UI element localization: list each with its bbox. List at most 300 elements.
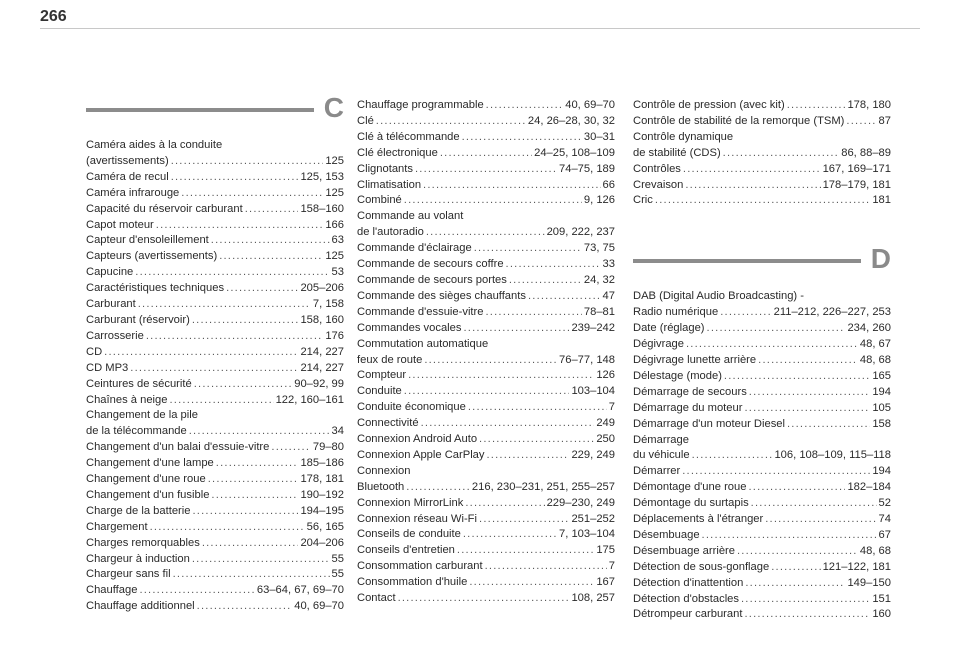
index-entry-line — [86, 313, 344, 329]
index-entry — [86, 202, 344, 218]
index-entry-pages: 103–104 — [571, 385, 615, 398]
index-entry-term: Combiné — [357, 194, 402, 207]
index-list-c-end — [633, 98, 891, 209]
index-entry-term: feux de route — [357, 353, 423, 366]
index-entry-line — [357, 353, 615, 369]
index-entry-term: CD — [86, 345, 103, 358]
dot-leader — [486, 305, 582, 321]
index-entry — [357, 321, 615, 337]
dot-leader — [469, 575, 594, 591]
index-entry-term: Carrosserie — [86, 329, 144, 342]
index-column-2 — [357, 98, 615, 607]
index-entry-pages: 151 — [872, 592, 891, 605]
top-rule — [40, 28, 920, 29]
index-entry-term: Démarrage du moteur — [633, 401, 743, 414]
index-entry — [86, 440, 344, 456]
dot-leader — [724, 369, 870, 385]
index-entry-term: Changement d'une lampe — [86, 457, 214, 470]
index-entry-line — [633, 98, 891, 114]
index-entry — [357, 98, 615, 114]
dot-leader — [219, 249, 323, 265]
dot-leader — [509, 273, 582, 289]
dot-leader — [655, 193, 870, 209]
index-entry — [357, 146, 615, 162]
index-entry-term: du véhicule — [633, 449, 690, 462]
index-entry-term: Chargement — [86, 520, 148, 533]
index-entry — [633, 337, 891, 353]
index-entry-pages: 125 — [325, 186, 344, 199]
index-entry-pages: 251–252 — [571, 512, 615, 525]
dot-leader — [197, 599, 293, 615]
index-entry-pages: 63–64, 67, 69–70 — [256, 584, 344, 597]
index-entry — [357, 289, 615, 305]
index-entry-term: Commande d'essuie-vitre — [357, 305, 484, 318]
dot-leader — [181, 186, 323, 202]
index-entry — [633, 417, 891, 433]
index-entry-term: Détrompeur carburant — [633, 608, 743, 621]
index-entry-line — [86, 233, 344, 249]
index-entry — [633, 353, 891, 369]
index-entry-line — [357, 480, 615, 496]
index-entry-line — [357, 527, 615, 543]
index-entry-pages: 239–242 — [571, 321, 615, 334]
dot-leader — [440, 146, 532, 162]
dot-leader — [720, 305, 771, 321]
index-entry-line — [86, 154, 344, 170]
index-entry-pages: 40, 69–70 — [565, 99, 615, 111]
index-entry-line — [357, 305, 615, 321]
index-entry-pages: 105 — [872, 401, 891, 414]
index-entry-pages: 158–160 — [300, 202, 344, 215]
index-entry-line — [86, 281, 344, 297]
section-header-d — [633, 243, 891, 281]
index-entry-pages: 205–206 — [300, 282, 344, 295]
index-entry-term: Détection d'inattention — [633, 576, 744, 589]
dot-leader — [139, 583, 254, 599]
index-entry-pages: 7 — [608, 560, 615, 573]
index-entry-line — [86, 218, 344, 234]
index-entry-term: de stabilité (CDS) — [633, 146, 721, 159]
index-entry — [357, 257, 615, 273]
index-entry — [357, 384, 615, 400]
index-entry-pages: 167 — [596, 576, 615, 589]
index-entry — [86, 345, 344, 361]
index-entry — [86, 599, 344, 615]
index-entry-term: Radio numérique — [633, 306, 719, 319]
index-entry-term: Commande d'éclairage — [357, 242, 472, 255]
index-entry-line — [357, 384, 615, 400]
index-entry-pages: 55 — [331, 568, 344, 581]
index-entry-line — [633, 464, 891, 480]
dot-leader — [846, 114, 876, 130]
index-entry-line — [633, 193, 891, 209]
index-entry-term: Conseils d'entretien — [357, 544, 455, 557]
index-entry-pages: 166 — [325, 218, 344, 231]
index-entry-pages: 24–25, 108–109 — [534, 146, 615, 159]
index-entry-pages: 160 — [872, 608, 891, 621]
index-entry — [633, 114, 891, 130]
index-entry-line — [86, 345, 344, 361]
dot-leader — [683, 162, 821, 178]
index-entry-term: Clé — [357, 114, 374, 127]
index-entry-line — [357, 321, 615, 337]
index-entry-line — [357, 416, 615, 432]
index-entry-line — [357, 241, 615, 257]
index-entry-term: Carburant (réservoir) — [86, 313, 190, 326]
index-entry-line — [357, 448, 615, 464]
dot-leader — [748, 480, 845, 496]
index-entry-term: Changement d'une roue — [86, 473, 206, 486]
index-entry — [633, 401, 891, 417]
index-entry-line — [86, 456, 344, 472]
index-entry — [86, 186, 344, 202]
index-entry-pages: 178–179, 181 — [822, 178, 891, 191]
index-entry-pages: 249 — [596, 417, 615, 430]
index-entry-line — [86, 297, 344, 313]
index-entry — [357, 273, 615, 289]
index-entry-pages: 194–195 — [300, 504, 344, 517]
dot-leader — [692, 448, 773, 464]
index-entry — [86, 329, 344, 345]
index-entry — [357, 512, 615, 528]
index-entry-pages: 167, 169–171 — [822, 162, 891, 175]
index-entry-line — [633, 369, 891, 385]
index-entry-term: Changement d'un balai d'essuie-vitre — [86, 441, 270, 454]
index-entry — [86, 249, 344, 265]
index-entry-heading: Connexion — [357, 464, 411, 477]
index-entry — [633, 512, 891, 528]
index-entry — [86, 488, 344, 504]
index-entry-term: Caractéristiques techniques — [86, 282, 225, 295]
dot-leader — [741, 592, 870, 608]
index-entry-pages: 122, 160–161 — [275, 393, 344, 406]
index-entry-term: Commande de secours portes — [357, 273, 507, 286]
index-entry — [357, 464, 615, 496]
dot-leader — [474, 241, 582, 257]
index-entry-line — [633, 114, 891, 130]
index-entry-pages: 125, 153 — [300, 170, 344, 183]
index-entry-term: Dégivrage — [633, 338, 684, 351]
index-entry-heading: DAB (Digital Audio Broadcasting) - — [633, 290, 804, 303]
index-entry-pages: 158 — [872, 417, 891, 430]
dot-leader — [169, 393, 273, 409]
index-entry-pages: 165 — [872, 369, 891, 382]
index-entry-pages: 209, 222, 237 — [546, 226, 615, 239]
index-entry-term: Capteur d'ensoleillement — [86, 234, 209, 247]
index-entry-pages: 108, 257 — [571, 592, 615, 605]
index-entry-pages: 48, 68 — [859, 353, 891, 366]
dot-leader — [479, 432, 594, 448]
index-entry-pages: 24, 32 — [583, 273, 615, 286]
index-entry — [357, 193, 615, 209]
index-entry-line — [86, 440, 344, 456]
index-entry-pages: 125 — [325, 250, 344, 263]
index-entry-line — [633, 544, 891, 560]
index-entry-term: Délestage (mode) — [633, 369, 722, 382]
index-entry-line — [86, 567, 344, 583]
index-entry — [633, 464, 891, 480]
index-entry-pages: 121–122, 181 — [822, 560, 891, 573]
index-entry-pages: 90–92, 99 — [294, 377, 344, 390]
dot-leader — [216, 456, 299, 472]
index-entry-term: Ceintures de sécurité — [86, 377, 192, 390]
dot-leader — [745, 576, 845, 592]
index-entry — [357, 543, 615, 559]
index-entry-pages: 9, 126 — [583, 194, 615, 207]
index-entry-line — [86, 520, 344, 536]
dot-leader — [744, 607, 870, 623]
index-entry-line — [357, 289, 615, 305]
index-entry-pages: 74 — [878, 513, 891, 526]
index-entry-term: Clignotants — [357, 162, 413, 175]
index-entry — [357, 337, 615, 369]
index-entry-pages: 67 — [878, 528, 891, 541]
index-entry-term: Charges remorquables — [86, 536, 200, 549]
index-entry-line — [86, 424, 344, 440]
index-entry-line — [633, 401, 891, 417]
index-entry-term: Charge de la batterie — [86, 504, 191, 517]
index-entry-pages: 55 — [331, 552, 344, 565]
index-entry-term: Dégivrage lunette arrière — [633, 353, 757, 366]
dot-leader — [171, 154, 324, 170]
index-entry-term: Clé électronique — [357, 146, 438, 159]
index-entry-term: Démarrer — [633, 465, 681, 478]
index-entry-pages: 194 — [872, 465, 891, 478]
index-entry-line — [357, 257, 615, 273]
index-entry — [86, 567, 344, 583]
index-entry-term: Clé à télécommande — [357, 130, 460, 143]
index-entry-term: Chauffage programmable — [357, 99, 484, 111]
dot-leader — [189, 424, 330, 440]
index-entry-line — [633, 448, 891, 464]
index-entry-term: Capot moteur — [86, 218, 154, 231]
index-entry — [86, 377, 344, 393]
dot-leader — [457, 543, 594, 559]
index-entry-pages: 56, 165 — [306, 520, 344, 533]
dot-leader — [424, 353, 557, 369]
index-entry-term: de l'autoradio — [357, 226, 424, 239]
index-entry-line — [86, 186, 344, 202]
index-entry — [86, 297, 344, 313]
index-entry-heading: Démarrage — [633, 433, 689, 446]
index-entry — [633, 193, 891, 209]
index-entry-term: Commandes vocales — [357, 321, 462, 334]
dot-leader — [135, 265, 329, 281]
index-entry-line — [86, 377, 344, 393]
dot-leader — [173, 567, 330, 583]
index-entry-pages: 211–212, 226–227, 253 — [773, 306, 891, 319]
dot-leader — [463, 321, 569, 337]
index-entry — [86, 408, 344, 440]
dot-leader — [192, 552, 330, 568]
index-entry-term: Contrôles — [633, 162, 681, 175]
index-list-c-continued — [357, 98, 615, 607]
dot-leader — [104, 345, 298, 361]
index-entry-pages: 74–75, 189 — [559, 162, 615, 175]
index-entry-line — [86, 536, 344, 552]
index-entry-pages: 214, 227 — [300, 361, 344, 374]
index-entry-pages: 7, 158 — [312, 298, 344, 311]
index-entry-term: Chargeur à induction — [86, 552, 190, 565]
index-entry — [357, 591, 615, 607]
dot-leader — [682, 464, 870, 480]
dot-leader — [171, 170, 299, 186]
index-entry-pages: 79–80 — [312, 441, 344, 454]
dot-leader — [487, 448, 570, 464]
dot-leader — [226, 281, 298, 297]
dot-leader — [192, 504, 298, 520]
index-entry-term: Conduite — [357, 385, 402, 398]
index-entry-term: Caméra de recul — [86, 170, 169, 183]
index-entry-pages: 176 — [325, 329, 344, 342]
index-entry-term: Chauffage additionnel — [86, 600, 195, 613]
index-entry-line — [633, 385, 891, 401]
dot-leader — [150, 520, 305, 536]
index-list-c — [86, 138, 344, 615]
index-entry-line — [357, 496, 615, 512]
index-entry-pages: 52 — [878, 497, 891, 510]
index-column-3 — [633, 98, 891, 623]
index-entry-line — [633, 337, 891, 353]
index-entry-term: Chargeur sans fil — [86, 568, 171, 581]
dot-leader — [192, 313, 299, 329]
index-entry-pages: 229–230, 249 — [546, 496, 615, 509]
index-entry — [357, 432, 615, 448]
index-entry-pages: 63 — [331, 234, 344, 247]
index-entry-term: Capacité du réservoir carburant — [86, 202, 243, 215]
index-entry — [357, 496, 615, 512]
index-entry — [86, 170, 344, 186]
index-entry-line — [357, 575, 615, 591]
index-entry-pages: 66 — [602, 178, 615, 191]
index-entry-line — [633, 321, 891, 337]
dot-leader — [751, 496, 877, 512]
index-entry-line — [86, 599, 344, 615]
index-entry-pages: 126 — [596, 369, 615, 382]
index-entry-term: Connexion réseau Wi-Fi — [357, 512, 478, 525]
index-entry — [86, 393, 344, 409]
dot-leader — [404, 193, 582, 209]
section-divider — [86, 108, 314, 112]
section-letter: D — [870, 243, 891, 275]
index-entry-term: Conduite économique — [357, 401, 466, 414]
dot-leader — [463, 527, 557, 543]
index-entry-line — [357, 591, 615, 607]
index-entry-pages: 73, 75 — [583, 242, 615, 255]
dot-leader — [398, 591, 570, 607]
index-entry-term: Connexion MirrorLink — [357, 496, 464, 509]
dot-leader — [202, 536, 299, 552]
index-entry — [357, 448, 615, 464]
index-entry — [633, 369, 891, 385]
index-entry-term: Consommation d'huile — [357, 576, 468, 589]
section-header-c — [86, 92, 344, 130]
index-entry-line — [357, 178, 615, 194]
index-entry-term: Démarrage de secours — [633, 385, 747, 398]
index-entry — [633, 433, 891, 465]
index-entry — [86, 456, 344, 472]
dot-leader — [146, 329, 324, 345]
index-entry-pages: 178, 180 — [847, 99, 891, 111]
index-entry-pages: 158, 160 — [300, 313, 344, 326]
index-entry-pages: 229, 249 — [571, 448, 615, 461]
index-entry — [633, 289, 891, 321]
index-entry-line — [86, 361, 344, 377]
dot-leader — [765, 512, 876, 528]
dot-leader — [723, 146, 840, 162]
index-entry-pages: 178, 181 — [300, 473, 344, 486]
index-entry-line — [633, 353, 891, 369]
section-letter: C — [323, 92, 344, 123]
index-entry-pages: 125 — [325, 154, 344, 167]
index-entry-term: Démarrage d'un moteur Diesel — [633, 417, 785, 430]
index-entry — [357, 178, 615, 194]
index-entry-term: Connexion Apple CarPlay — [357, 448, 485, 461]
dot-leader — [376, 114, 526, 130]
index-entry-pages: 78–81 — [583, 305, 615, 318]
dot-leader — [686, 337, 858, 353]
index-entry-line — [357, 130, 615, 146]
index-entry-term: Chaînes à neige — [86, 393, 168, 406]
dot-leader — [271, 440, 310, 456]
index-entry — [357, 416, 615, 432]
index-entry-line — [633, 178, 891, 194]
dot-leader — [404, 384, 570, 400]
index-entry-term: Commande des sièges chauffants — [357, 289, 526, 302]
index-entry-term: Connexion Android Auto — [357, 433, 478, 446]
dot-leader — [528, 289, 601, 305]
index-entry-pages: 204–206 — [300, 536, 344, 549]
index-entry-pages: 53 — [331, 266, 344, 279]
index-entry-pages: 175 — [596, 544, 615, 557]
index-entry-line — [633, 607, 891, 623]
index-entry-heading: Caméra aides à la conduite — [86, 139, 223, 151]
dot-leader — [415, 162, 557, 178]
index-entry-line — [357, 559, 615, 575]
index-entry-line — [633, 560, 891, 576]
index-entry-pages: 214, 227 — [300, 345, 344, 358]
dot-leader — [194, 377, 293, 393]
index-entry-pages: 33 — [602, 258, 615, 271]
index-entry — [633, 162, 891, 178]
index-entry — [357, 130, 615, 146]
index-entry-term: Capteurs (avertissements) — [86, 250, 218, 263]
index-entry-line — [86, 249, 344, 265]
dot-leader — [408, 368, 594, 384]
index-entry-heading: Contrôle dynamique — [633, 130, 734, 143]
index-entry — [86, 552, 344, 568]
index-entry-line — [633, 305, 891, 321]
index-entry-line — [86, 504, 344, 520]
index-entry-pages: 86, 88–89 — [841, 146, 891, 159]
index-entry-line — [357, 432, 615, 448]
index-entry-term: Caméra infrarouge — [86, 186, 180, 199]
index-entry-term: Démontage du surtapis — [633, 497, 749, 510]
index-entry — [357, 559, 615, 575]
index-entry — [86, 138, 344, 170]
dot-leader — [485, 559, 607, 575]
index-entry-term: Contact — [357, 592, 396, 605]
index-entry-pages: 48, 67 — [859, 338, 891, 351]
index-entry-term: Contrôle de stabilité de la remorque (TSM) — [633, 114, 845, 127]
index-entry — [633, 607, 891, 623]
dot-leader — [787, 417, 870, 433]
index-entry-term: Connectivité — [357, 417, 419, 430]
index-entry — [357, 305, 615, 321]
index-entry-term: Consommation carburant — [357, 560, 483, 573]
index-entry-term: Capucine — [86, 266, 134, 279]
index-entry — [86, 313, 344, 329]
